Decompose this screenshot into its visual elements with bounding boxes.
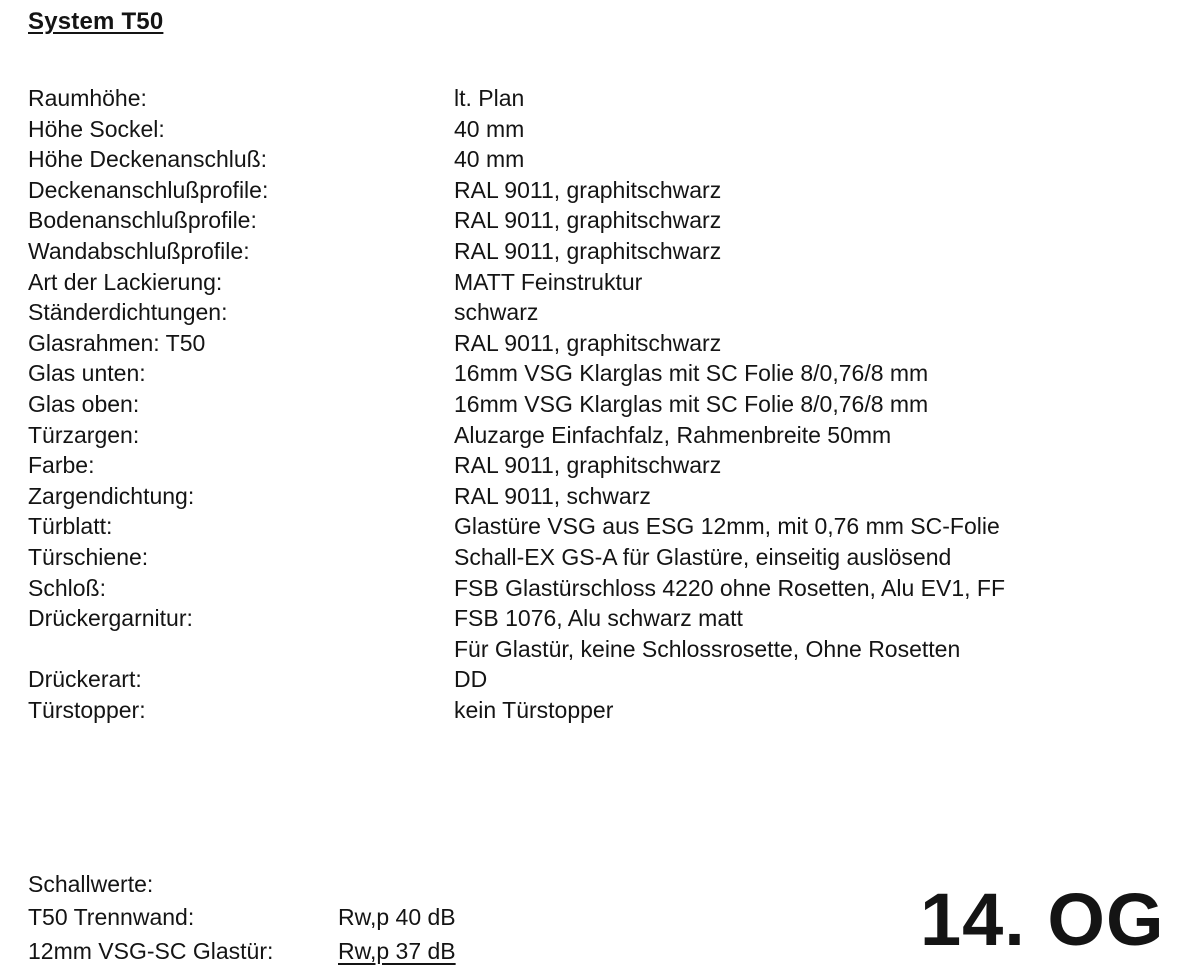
spec-row (28, 634, 1168, 665)
spec-label: Türschiene: (28, 543, 149, 570)
spec-value: RAL 9011, schwarz (454, 482, 651, 509)
sound-value: Rw,p 37 dB (338, 938, 456, 964)
spec-value: Aluzarge Einfachfalz, Rahmenbreite 50mm (454, 421, 892, 448)
spec-row (28, 664, 1168, 695)
spec-label: Farbe: (28, 452, 95, 479)
spec-label: Türzargen: (28, 421, 140, 448)
spec-row (28, 420, 1168, 451)
spec-label: Höhe Sockel: (28, 115, 165, 142)
sound-row (28, 900, 628, 934)
spec-label: Raumhöhe: (28, 85, 147, 111)
spec-row (28, 297, 1168, 328)
spec-value: RAL 9011, graphitschwarz (454, 176, 722, 203)
spec-row (28, 358, 1168, 389)
spec-label: Türstopper: (28, 696, 146, 723)
spec-row (28, 328, 1168, 359)
sound-label: T50 Trennwand: (28, 904, 195, 930)
spec-row (28, 450, 1168, 481)
spec-row (28, 114, 1168, 145)
spec-row (28, 542, 1168, 573)
spec-row (28, 83, 1168, 114)
spec-row (28, 573, 1168, 604)
spec-value: RAL 9011, graphitschwarz (454, 237, 722, 264)
spec-row (28, 389, 1168, 420)
spec-label: Drückergarnitur: (28, 605, 193, 632)
spec-row (28, 205, 1168, 236)
spec-label: Bodenanschlußprofile: (28, 207, 257, 234)
spec-label: Glas unten: (28, 360, 146, 387)
spec-label: Art der Lackierung: (28, 268, 223, 295)
spec-value: RAL 9011, graphitschwarz (454, 452, 722, 479)
spec-label: Glasrahmen: T50 (28, 329, 206, 356)
sound-values-section (28, 868, 628, 968)
spec-value: 40 mm (454, 115, 525, 142)
spec-row (28, 511, 1168, 542)
spec-value: lt. Plan (454, 85, 525, 111)
spec-label: Glas oben: (28, 390, 140, 417)
spec-row (28, 695, 1168, 726)
spec-label: Ständerdichtungen: (28, 299, 228, 326)
spec-row (28, 236, 1168, 267)
spec-label: Wandabschlußprofile: (28, 237, 250, 264)
spec-value: schwarz (454, 299, 539, 326)
spec-value: RAL 9011, graphitschwarz (454, 329, 722, 356)
spec-value: Glastüre VSG aus ESG 12mm, mit 0,76 mm SC-Folie (454, 513, 1000, 540)
spec-value: DD (454, 666, 488, 693)
spec-label: Schloß: (28, 574, 106, 601)
spec-value: 16mm VSG Klarglas mit SC Folie 8/0,76/8 mm (454, 360, 929, 387)
document-title: System T50 (28, 8, 164, 35)
spec-row (28, 267, 1168, 298)
spec-value: Für Glastür, keine Schlossrosette, Ohne Rosetten (454, 635, 961, 662)
spec-value: RAL 9011, graphitschwarz (454, 207, 722, 234)
spec-value: MATT Feinstruktur (454, 268, 643, 295)
spec-label: Türblatt: (28, 513, 113, 540)
spec-label: Drückerart: (28, 666, 142, 693)
spec-list (28, 83, 1168, 725)
spec-value: 16mm VSG Klarglas mit SC Folie 8/0,76/8 mm (454, 390, 929, 417)
sound-label: 12mm VSG-SC Glastür: (28, 938, 274, 964)
spec-value: FSB Glastürschloss 4220 ohne Rosetten, Alu EV1, FF (454, 574, 1006, 601)
spec-label: Zargendichtung: (28, 482, 195, 509)
spec-label: Höhe Deckenanschluß: (28, 146, 268, 173)
sound-value: Rw,p 40 dB (338, 904, 456, 930)
sound-row (28, 934, 628, 968)
spec-row (28, 603, 1168, 634)
spec-value: Schall-EX GS-A für Glastüre, einseitig auslösend (454, 543, 952, 570)
sound-values-heading: Schallwerte: (28, 871, 154, 897)
spec-row (28, 481, 1168, 512)
spec-row (28, 175, 1168, 206)
spec-row (28, 144, 1168, 175)
spec-value: FSB 1076, Alu schwarz matt (454, 605, 743, 632)
spec-value: kein Türstopper (454, 696, 614, 723)
spec-value: 40 mm (454, 146, 525, 173)
floor-label: 14. OG (920, 878, 1165, 961)
spec-label: Deckenanschlußprofile: (28, 176, 269, 203)
